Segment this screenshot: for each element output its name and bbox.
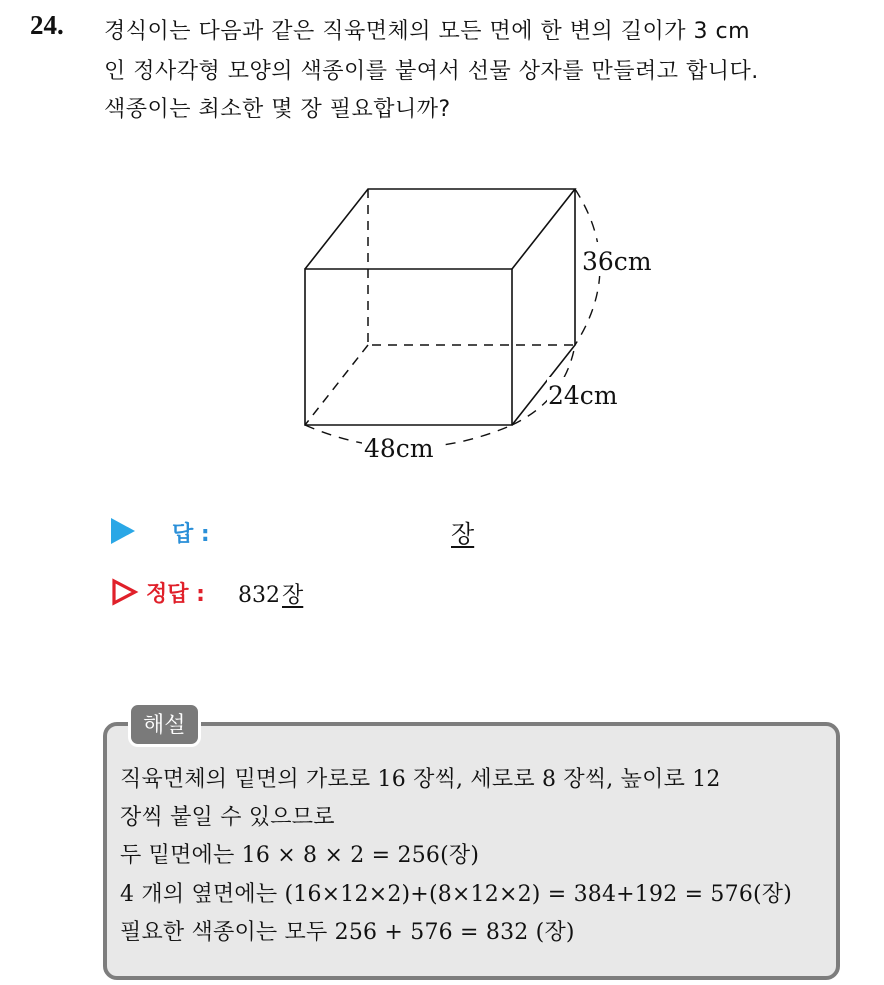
question-text-line-2: 인 정사각형 모양의 색종이를 붙여서 선물 상자를 만들려고 합니다. — [104, 59, 759, 84]
cuboid-hidden-edges — [305, 189, 575, 425]
answer-label: 답 : — [172, 522, 210, 547]
cuboid-top-face — [305, 189, 575, 269]
explanation-line-2: 장씩 붙일 수 있으므로 — [120, 805, 335, 830]
correct-answer-arrow-icon — [111, 578, 139, 606]
depth-label: 24cm — [548, 381, 618, 410]
question-number: 24. — [30, 10, 64, 40]
question-text-line-3: 색종이는 최소한 몇 장 필요합니까? — [104, 97, 451, 122]
explanation-line-3: 두 밑면에는 16 × 8 × 2 = 256(장) — [120, 843, 480, 868]
answer-unit: 장 — [451, 520, 475, 548]
correct-answer-unit: 장 — [282, 583, 304, 608]
explanation-line-1: 직육면체의 밑면의 가로로 16 장씩, 세로로 8 장씩, 높이로 12 — [120, 767, 721, 792]
answer-arrow-icon — [111, 518, 135, 544]
cuboid-front-face — [305, 269, 512, 425]
explanation-tab: 해설 — [128, 702, 201, 747]
explanation-line-4: 4 개의 옆면에는 (16×12×2)+(8×12×2) = 384+192 = 576(장) — [120, 882, 793, 907]
correct-answer-value: 832 — [238, 583, 280, 608]
height-label: 36cm — [582, 247, 652, 276]
correct-answer-label: 정답 : — [146, 582, 205, 607]
cuboid-figure — [290, 180, 690, 480]
question-text-line-1: 경식이는 다음과 같은 직육면체의 모든 면에 한 변의 길이가 3 cm — [104, 19, 751, 44]
correct-answer — [238, 578, 303, 609]
explanation-line-5: 필요한 색종이는 모두 256 + 576 = 832 (장) — [120, 920, 575, 945]
width-label: 48cm — [364, 434, 434, 463]
